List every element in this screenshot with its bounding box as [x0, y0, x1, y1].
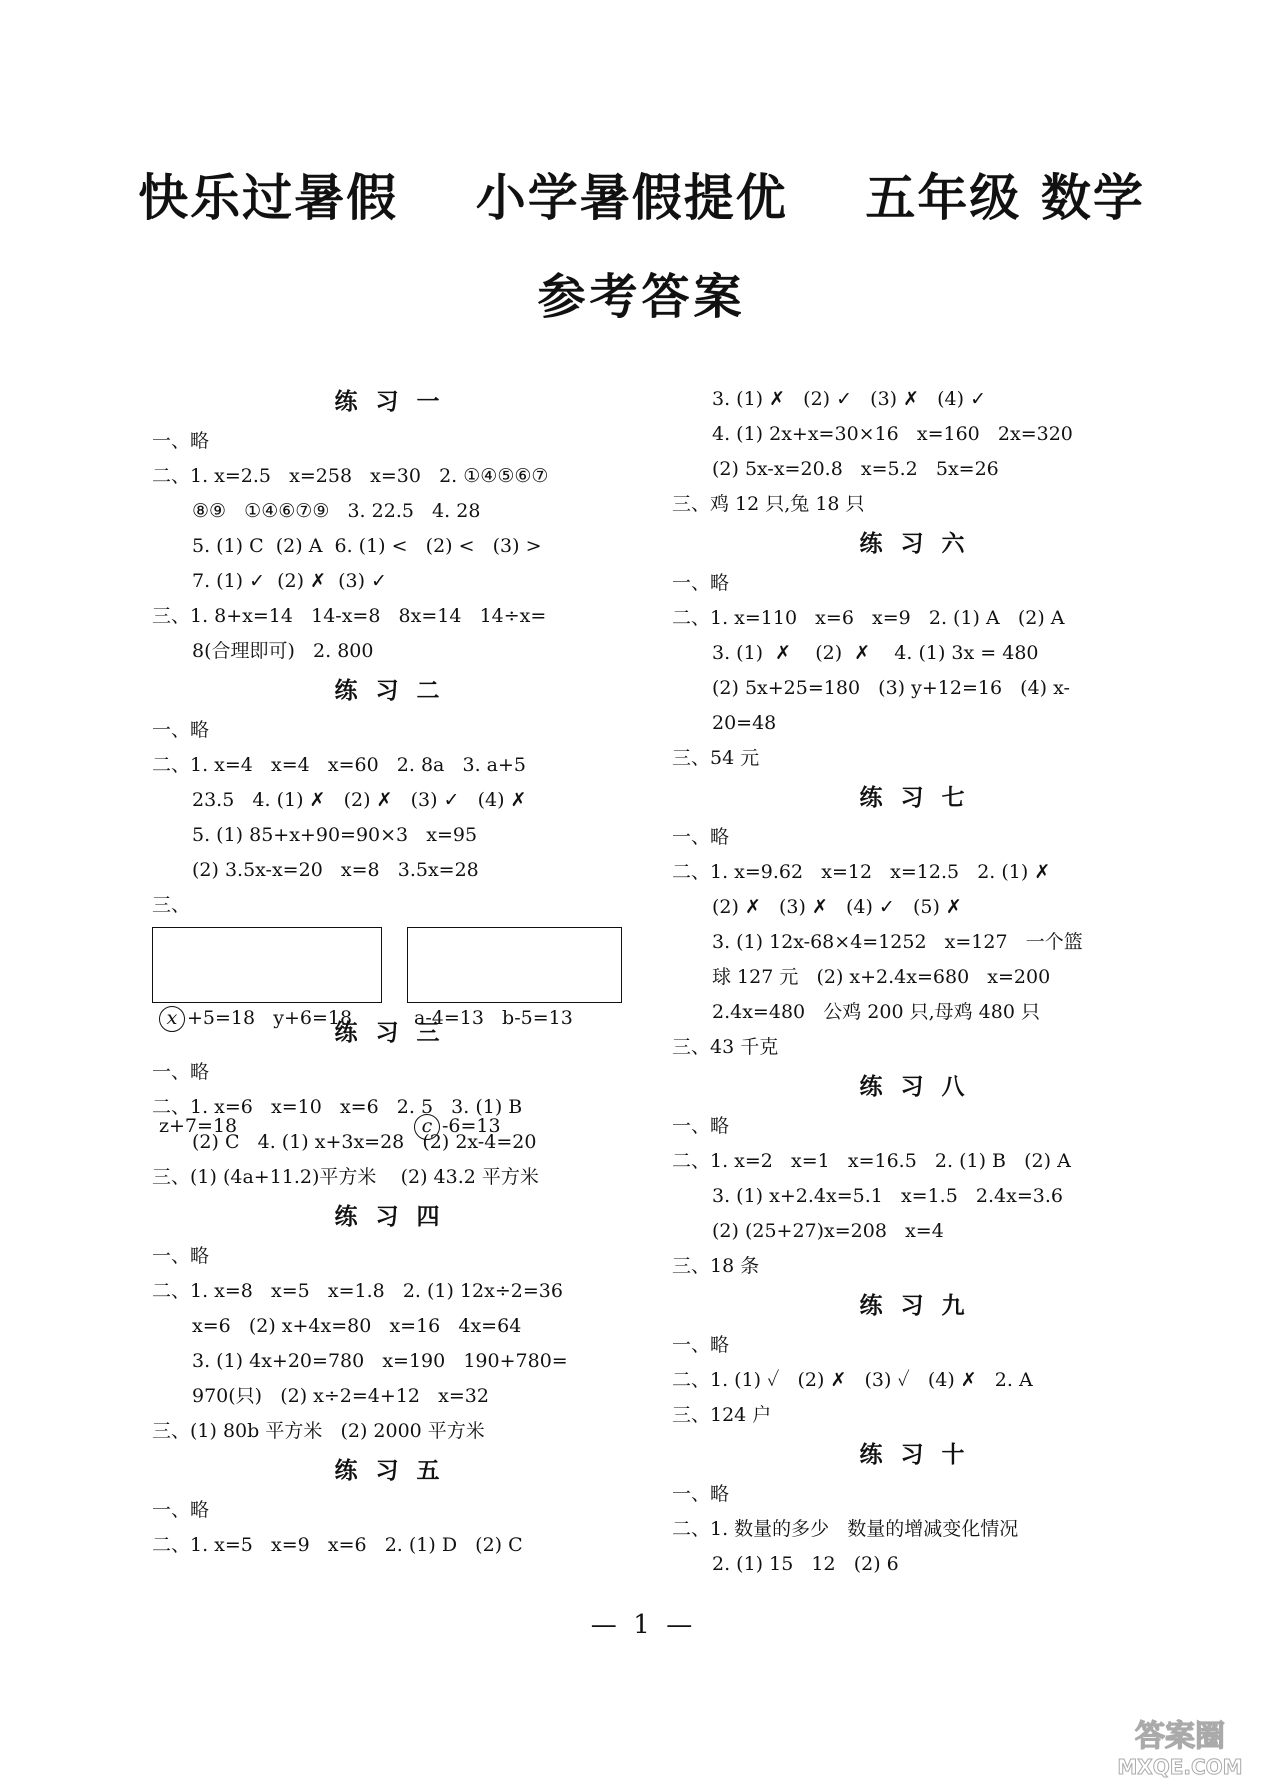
answer-line: 23.5 4. (1) ✗ (2) ✗ (3) ✓ (4) ✗ — [192, 789, 527, 811]
answer-line: 8(合理即可) 2. 800 — [192, 640, 374, 662]
equation-box-right — [407, 927, 622, 1137]
answer-line: 二、1. x=2.5 x=258 x=30 2. ①④⑤⑥⑦ — [152, 465, 549, 487]
answer-line: 一、略 — [672, 1334, 730, 1356]
section-header-ex10: 练 习 十 — [859, 1442, 965, 1468]
answer-line: 一、略 — [152, 1499, 210, 1521]
answer-line: 一、略 — [152, 719, 210, 741]
box-text: z+7=18 — [159, 1115, 238, 1137]
answer-line: (2) 5x+25=180 (3) y+12=16 (4) x- — [712, 677, 1070, 699]
circled-letter: x — [159, 1006, 185, 1032]
answer-line: 一、略 — [672, 1115, 730, 1137]
answer-line: 三、(1) 80b 平方米 (2) 2000 平方米 — [152, 1420, 485, 1442]
section-header-ex3: 练 习 三 — [334, 1020, 440, 1046]
section-header-ex2: 练 习 二 — [334, 678, 440, 704]
right-column — [672, 382, 1152, 1582]
answer-line: 三、1. 8+x=14 14-x=8 8x=14 14÷x= — [152, 605, 547, 627]
box-text: +5=18 y+6=18 — [187, 1007, 353, 1029]
answer-line: 一、略 — [672, 826, 730, 848]
answer-line: 5. (1) 85+x+90=90×3 x=95 — [192, 824, 478, 846]
answer-line: 二、1. x=8 x=5 x=1.8 2. (1) 12x÷2=36 — [152, 1280, 563, 1302]
answer-line: 3. (1) ✗ (2) ✓ (3) ✗ (4) ✓ — [712, 388, 987, 410]
answer-line: 一、略 — [672, 572, 730, 594]
section-header-ex5: 练 习 五 — [334, 1458, 440, 1484]
answer-line: 2.4x=480 公鸡 200 只,母鸡 480 只 — [712, 1001, 1040, 1023]
answer-line: (2) (25+27)x=208 x=4 — [712, 1220, 944, 1242]
answer-line: 三、鸡 12 只,兔 18 只 — [672, 493, 865, 515]
section-header-ex6: 练 习 六 — [859, 531, 965, 557]
answer-line: 3. (1) x+2.4x=5.1 x=1.5 2.4x=3.6 — [712, 1185, 1063, 1207]
answer-line: 2. (1) 15 12 (2) 6 — [712, 1553, 899, 1575]
answer-line: 三、18 条 — [672, 1255, 760, 1277]
answer-line: 球 127 元 (2) x+2.4x=680 x=200 — [712, 966, 1051, 988]
answer-line: (2) 3.5x-x=20 x=8 3.5x=28 — [192, 859, 479, 881]
answer-line: 三、54 元 — [672, 747, 760, 769]
watermark-url: MXQE.COM — [1117, 1755, 1243, 1779]
section-header-ex8: 练 习 八 — [859, 1074, 965, 1100]
section-header-ex4: 练 习 四 — [334, 1204, 440, 1230]
answer-line: (2) 5x-x=20.8 x=5.2 5x=26 — [712, 458, 999, 480]
answer-line: 三、124 户 — [672, 1404, 772, 1426]
answer-line: 二、1. x=4 x=4 x=60 2. 8a 3. a+5 — [152, 754, 526, 776]
watermark-logo — [1090, 1712, 1270, 1782]
page-number: — 1 — — [590, 1610, 693, 1640]
sub-title: 参考答案 — [537, 269, 746, 325]
answer-line: 三、 — [152, 894, 191, 916]
answer-line: 二、1. x=9.62 x=12 x=12.5 2. (1) ✗ — [672, 861, 1051, 883]
answer-line: 三、(1) (4a+11.2)平方米 (2) 43.2 平方米 — [152, 1166, 539, 1188]
answer-line: 一、略 — [152, 1061, 210, 1083]
answer-line: 5. (1) C (2) A 6. (1) < (2) < (3) > — [192, 535, 542, 557]
answer-line: ⑧⑨ ①④⑥⑦⑨ 3. 22.5 4. 28 — [192, 500, 481, 522]
answer-line: 一、略 — [672, 1483, 730, 1505]
circled-letter: c — [414, 1114, 440, 1140]
box-text: -6=13 — [442, 1115, 501, 1137]
section-header-ex7: 练 习 七 — [859, 785, 965, 811]
answer-line: 一、略 — [152, 1245, 210, 1267]
answer-line: 3. (1) ✗ (2) ✗ 4. (1) 3x = 480 — [712, 642, 1039, 664]
answer-line: 3. (1) 12x-68×4=1252 x=127 一个篮 — [712, 931, 1083, 953]
left-column — [152, 380, 622, 1563]
watermark-text: 答案圈 — [1135, 1719, 1225, 1754]
answer-line: 3. (1) 4x+20=780 x=190 190+780= — [192, 1350, 568, 1372]
answer-line: (2) C 4. (1) x+3x=28 (2) 2x-4=20 — [192, 1131, 537, 1153]
section-header-ex1: 练 习 一 — [334, 389, 440, 415]
answer-line: 二、1. x=110 x=6 x=9 2. (1) A (2) A — [672, 607, 1065, 629]
section-header-ex9: 练 习 九 — [859, 1293, 965, 1319]
answer-line: 970(只) (2) x÷2=4+12 x=32 — [192, 1385, 489, 1407]
answer-line: 4. (1) 2x+x=30×16 x=160 2x=320 — [712, 423, 1073, 445]
answer-line: 三、43 千克 — [672, 1036, 779, 1058]
answer-line: 二、1. x=6 x=10 x=6 2. 5 3. (1) B — [152, 1096, 523, 1118]
main-title: 快乐过暑假 小学暑假提优 五年级 数学 — [138, 169, 1145, 227]
answer-line: 二、1. 数量的多少 数量的增减变化情况 — [672, 1518, 1019, 1540]
box-text: a-4=13 b-5=13 — [414, 1007, 573, 1029]
answer-line: 一、略 — [152, 430, 210, 452]
answer-line: x=6 (2) x+4x=80 x=16 4x=64 — [192, 1315, 522, 1337]
answer-line: 7. (1) ✓ (2) ✗ (3) ✓ — [192, 570, 387, 592]
answer-line: 二、1. x=2 x=1 x=16.5 2. (1) B (2) A — [672, 1150, 1071, 1172]
answer-line: 20=48 — [712, 712, 777, 734]
answer-line: 二、1. x=5 x=9 x=6 2. (1) D (2) C — [152, 1534, 523, 1556]
answer-line: 二、1. (1) ✓ (2) ✗ (3) ✓ (4) ✗ 2. A — [672, 1369, 1033, 1391]
answer-line: (2) ✗ (3) ✗ (4) ✓ (5) ✗ — [712, 896, 962, 918]
